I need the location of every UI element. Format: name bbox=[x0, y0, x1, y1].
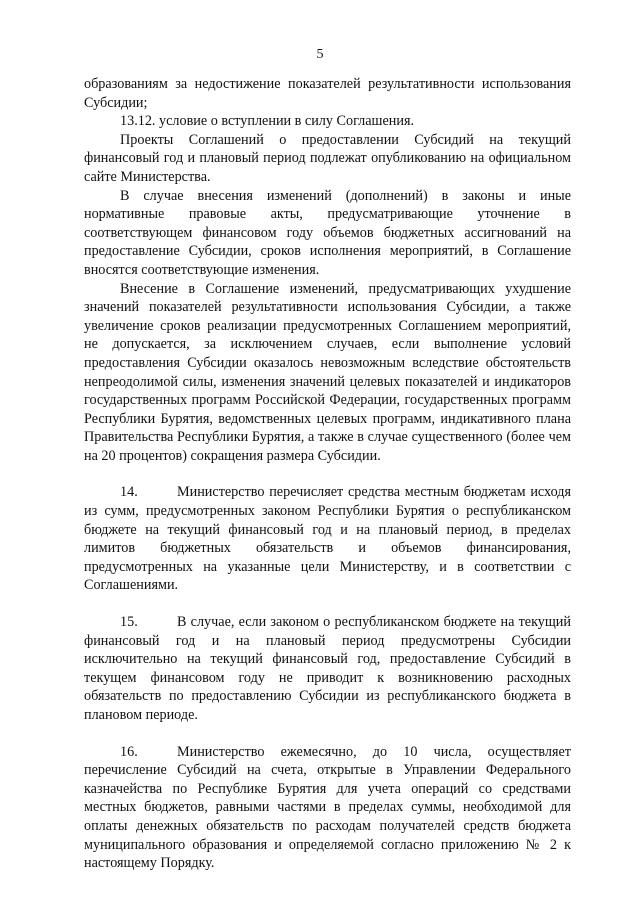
document-body bbox=[84, 75, 571, 873]
numbered-item-14 bbox=[84, 483, 571, 595]
paragraph-draft-agreements: Проекты Соглашений о предоставлении Субсидий на текущий финансовый год и плановый период подлежат опубликованию на официальном сайте Министерства. bbox=[84, 131, 571, 185]
item-text: Министерство ежемесячно, до 10 числа, осуществляет перечисление Субсидий на счета, открытые в Управлении Федерального казначейства по Республике Бурятия для учета операций со средствами местных бюджетов, равными частями в пределах суммы, необходимой для оплаты денежных обязательств по расходам получателей средств бюджета муниципального образования и определяемой согласно приложению № 2 к настоящему Порядку. bbox=[84, 743, 571, 872]
item-text: В случае, если законом о республиканском бюджете на текущий финансовый год и на плановый период предусмотрены Субсидии исключительно на текущий финансовый год, предоставление Субсидий в текущем финансовом году не приводит к возникновению расходных обязательств по предоставлению Субсидии из республиканского бюджета в плановом периоде. bbox=[84, 614, 571, 723]
item-number: 15. bbox=[120, 614, 138, 631]
paragraph-restrictions: Внесение в Соглашение изменений, предусматривающих ухудшение значений показателей результативности использования Субсидии, а также увеличение сроков реализации предусмотренных Соглашением мероприятий, не допускается, за исключением случаев, если выполнение условий предоставления Субсидии оказалось невозможным вследствие обстоятельств непреодолимой силы, изменения значений целевых показателей и индикаторов государственных программ Российской Федерации, государственных программ Республики Бурятия, ведомственных целевых программ, индикативного плана Правительства Республики Бурятия, а также в случае существенного (более чем на 20 процентов) сокращения размера Субсидии. bbox=[84, 280, 571, 464]
paragraph-amendments: В случае внесения изменений (дополнений) в законы и иные нормативные правовые акты, предусматривающие уточнение в соответствующем финансовом году объемов бюджетных ассигнований на предоставление Субсидии, сроков исполнения мероприятий, в Соглашение вносятся соответствующие изменения. bbox=[84, 187, 571, 278]
spacer bbox=[84, 725, 571, 743]
paragraph-continuation: образованиям за недостижение показателей результативности использования Субсидии; bbox=[84, 76, 571, 111]
numbered-item-16 bbox=[84, 743, 571, 873]
spacer bbox=[84, 465, 571, 483]
spacer bbox=[84, 595, 571, 613]
item-text: Министерство перечисляет средства местным бюджетам исходя из сумм, предусмотренных законом Республики Бурятия о республиканском бюджете на текущий финансовый год и на плановый период, в пределах лимитов бюджетных обязательств и объемов финансирования, предусмотренных на указанные цели Министерству, и в соответствии с Соглашениями. bbox=[84, 484, 571, 594]
numbered-item-15 bbox=[84, 613, 571, 725]
item-number: 14. bbox=[120, 484, 138, 501]
paragraph-13-12: 13.12. условие о вступлении в силу Соглашения. bbox=[120, 113, 415, 130]
page-number: 5 bbox=[316, 47, 324, 62]
item-number: 16. bbox=[120, 743, 138, 760]
